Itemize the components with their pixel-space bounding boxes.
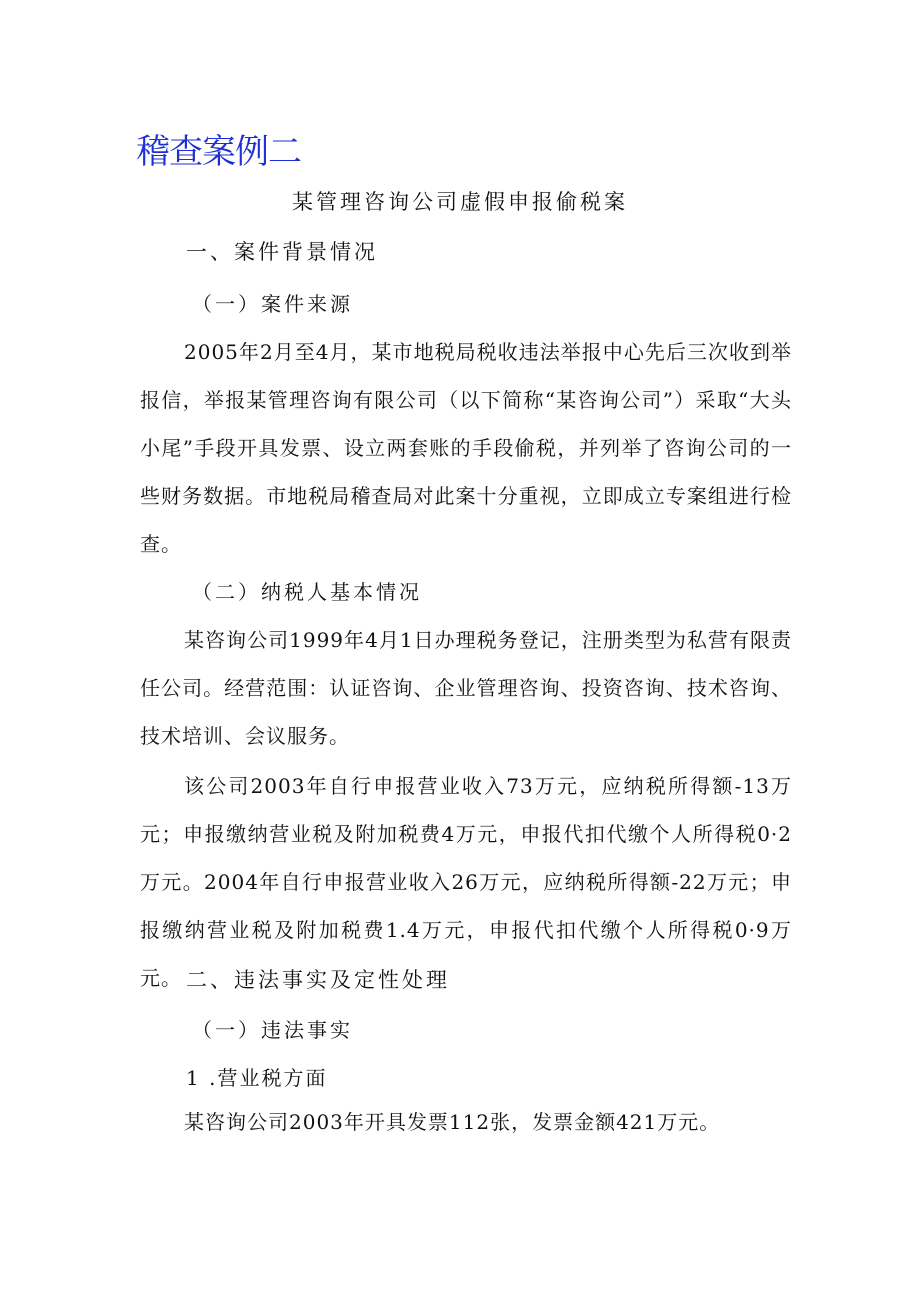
section-heading-violations: 二、违法事实及定性处理 — [186, 968, 450, 992]
paragraph-case-source: 2005年2月至4月，某市地税局税收违法举报中心先后三次收到举报信，举报某管理咨询有限公司（以下简称“某咨询公司”）采取“大头小尾”手段开具发票、设立两套账的手段偷税，并列举了咨询公司的一些财务数据。市地税局稽查局对此案十分重视，立即成立专案组进行检查。 — [140, 340, 792, 556]
case-title: 稽查案例二 — [136, 132, 301, 172]
subsection-heading-facts: （一）违法事实 — [192, 1018, 353, 1042]
paragraph-taxpayer-declarations: 该公司2003年自行申报营业收入73万元，应纳税所得额-13万元；申报缴纳营业税及附加税费4万元，申报代扣代缴个人所得税0·2万元。2004年自行申报营业收入26万元，应纳税所得额-22万元；申报缴纳营业税及附加税费1.4万元，申报代扣代缴个人所得税0·9万元。 — [140, 774, 792, 990]
subsection-heading-source: （一）案件来源 — [192, 292, 353, 316]
paragraph-taxpayer-registration: 某咨询公司1999年4月1日办理税务登记，注册类型为私营有限责任公司。经营范围：认证咨询、企业管理咨询、投资咨询、技术咨询、技术培训、会议服务。 — [140, 628, 792, 748]
section-heading-background: 一、案件背景情况 — [186, 240, 378, 264]
subsection-heading-taxpayer: （二）纳税人基本情况 — [192, 580, 422, 604]
item-heading-business-tax: 1 .营业税方面 — [186, 1066, 328, 1090]
document-title: 某管理咨询公司虚假申报偷税案 — [292, 190, 628, 214]
paragraph-business-tax: 某咨询公司2003年开具发票112张，发票金额421万元。 — [184, 1110, 721, 1134]
